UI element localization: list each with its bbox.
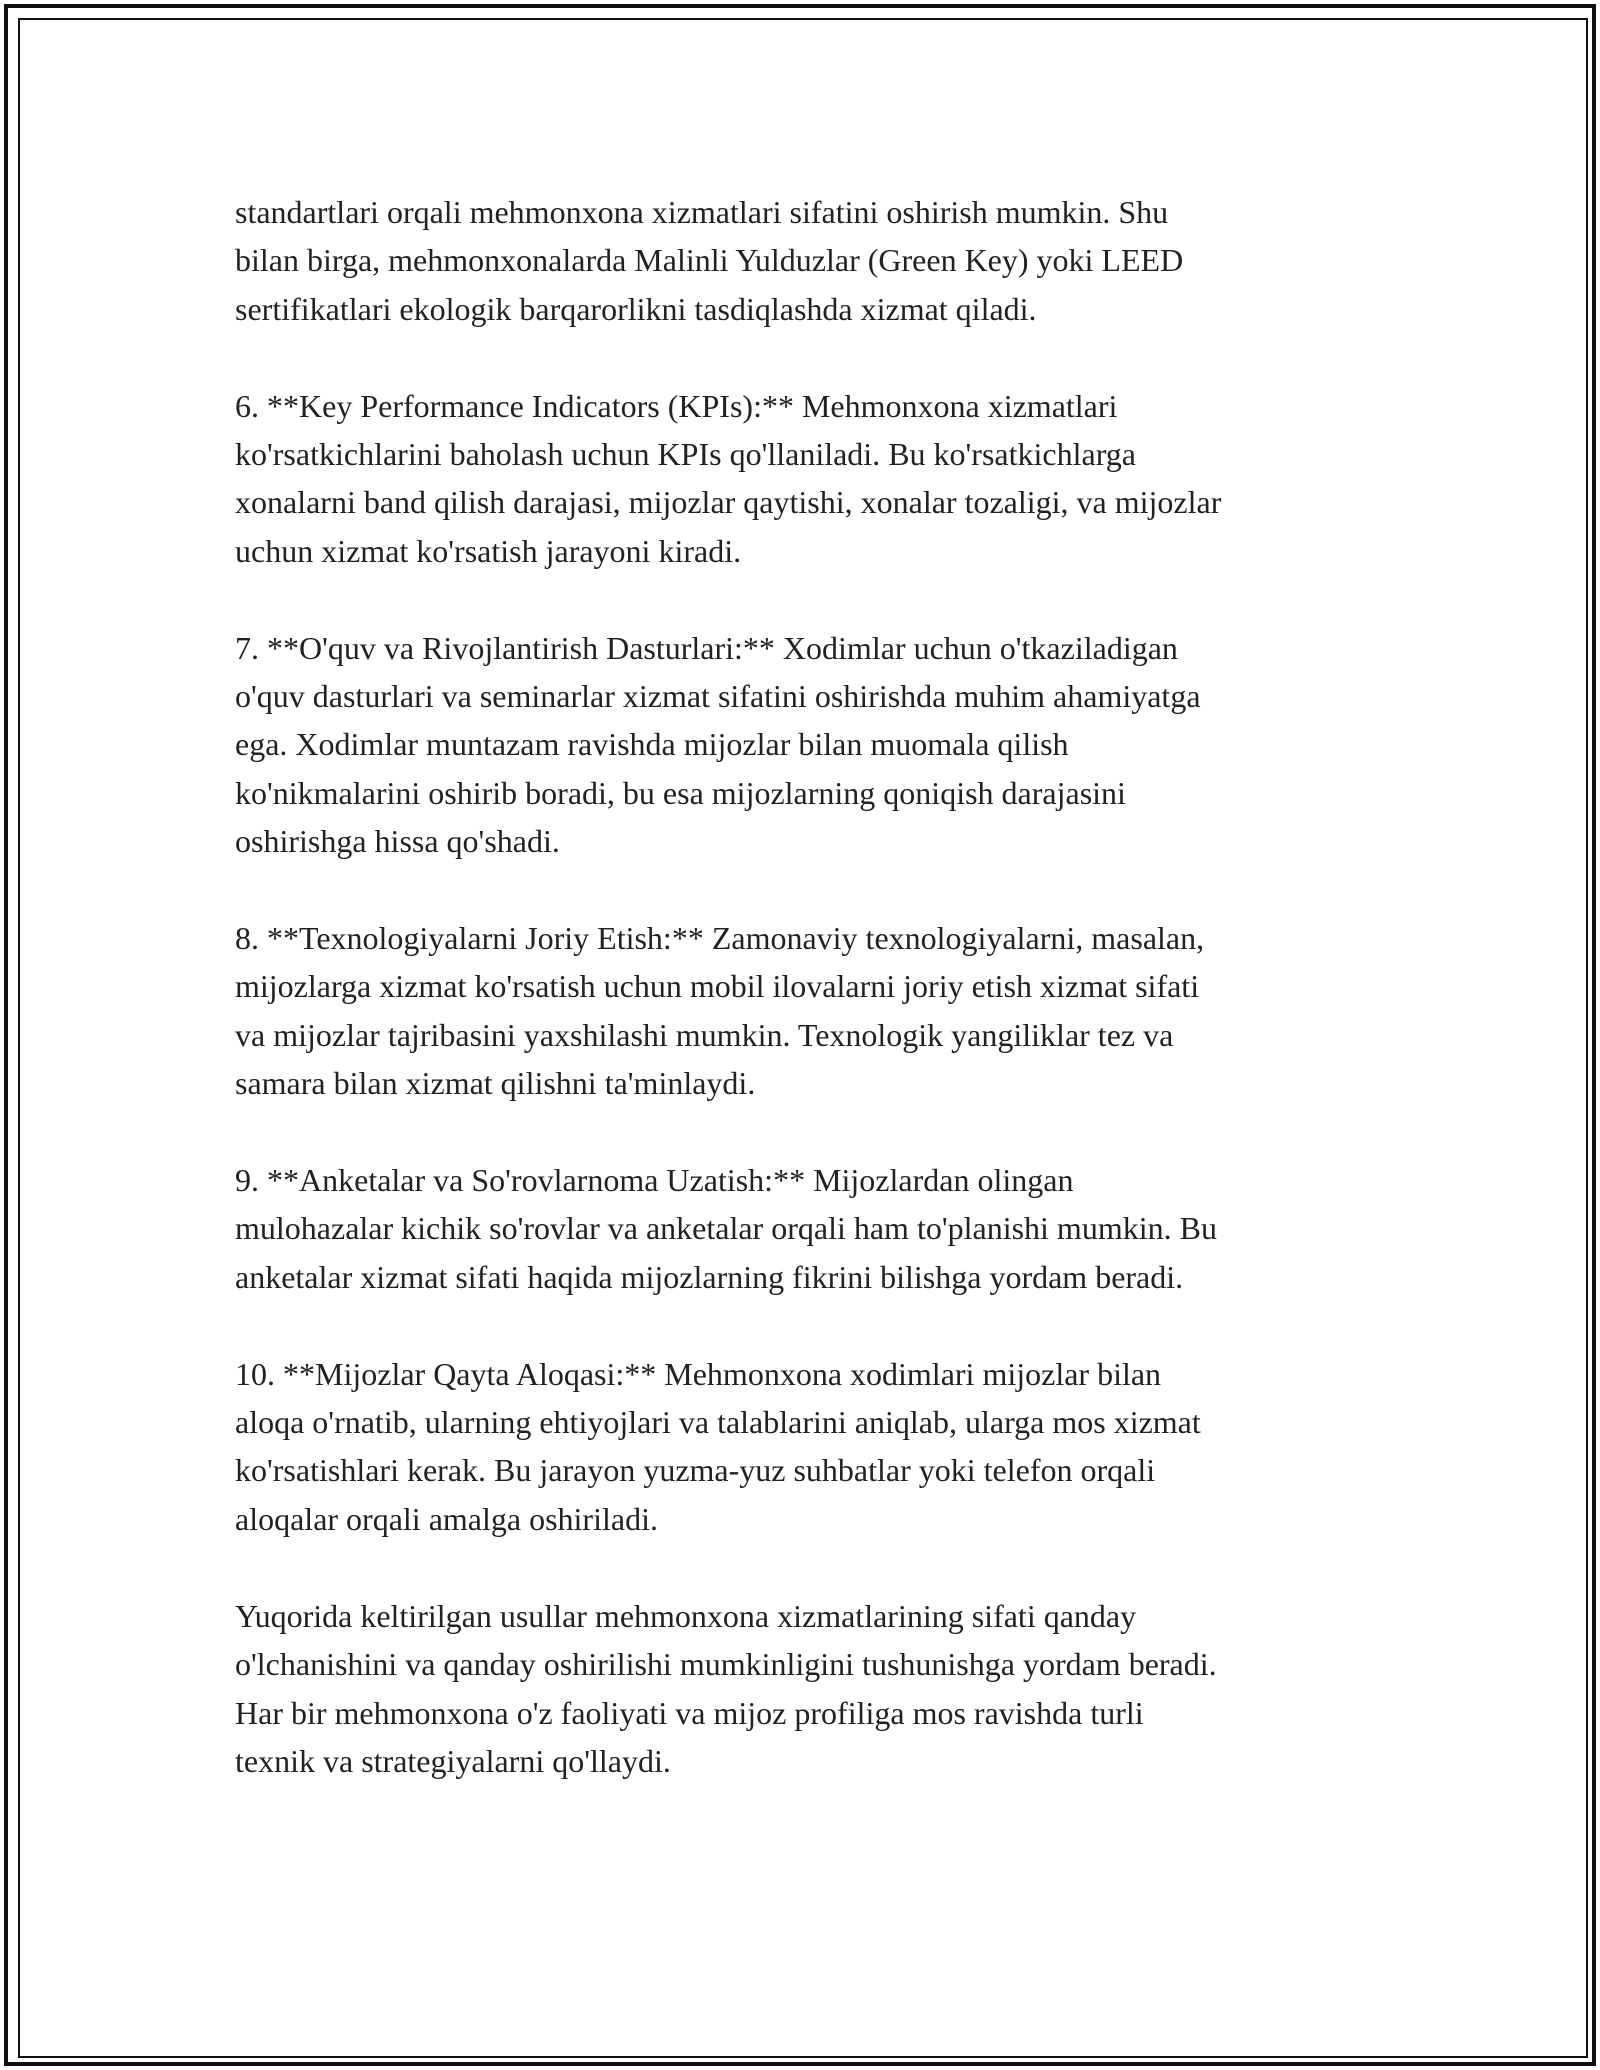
text-line: 7. **O'quv va Rivojlantirish Dasturlari:** Xodimlar uchun o'tkaziladigan bbox=[235, 629, 1178, 666]
paragraph-item-10-feedback bbox=[235, 1350, 1395, 1544]
text-line: anketalar xizmat sifati haqida mijozlarning fikrini bilishga yordam beradi. bbox=[235, 1258, 1184, 1295]
text-line: 6. **Key Performance Indicators (KPIs):** Mehmonxona xizmatlari bbox=[235, 387, 1118, 424]
text-line: oshirishga hissa qo'shadi. bbox=[235, 823, 560, 860]
paragraph-item-8-technology bbox=[235, 914, 1395, 1108]
text-line: standartlari orqali mehmonxona xizmatlari sifatini oshirish mumkin. Shu bbox=[235, 194, 1169, 230]
paragraph-item-6-kpis bbox=[235, 382, 1395, 576]
text-line: 9. **Anketalar va So'rovlarnoma Uzatish:** Mijozlardan olingan bbox=[235, 1162, 1074, 1199]
document-body bbox=[235, 188, 1395, 1834]
text-line: va mijozlar tajribasini yaxshilashi mumkin. Texnologik yangiliklar tez va bbox=[235, 1016, 1174, 1053]
text-line: ko'rsatkichlarini baholash uchun KPIs qo'llaniladi. Bu ko'rsatkichlarga bbox=[235, 436, 1136, 473]
text-line: aloqalar orqali amalga oshiriladi. bbox=[235, 1500, 658, 1537]
text-line: o'quv dasturlari va seminarlar xizmat sifatini oshirishda muhim ahamiyatga bbox=[235, 678, 1201, 715]
text-line: mulohazalar kichik so'rovlar va anketalar orqali ham to'planishi mumkin. Bu bbox=[235, 1210, 1217, 1247]
text-line: texnik va strategiyalarni qo'llaydi. bbox=[235, 1742, 671, 1779]
text-line: samara bilan xizmat qilishni ta'minlaydi. bbox=[235, 1065, 756, 1102]
text-line: 8. **Texnologiyalarni Joriy Etish:** Zamonaviy texnologiyalarni, masalan, bbox=[235, 920, 1205, 957]
text-line: bilan birga, mehmonxonalarda Malinli Yulduzlar (Green Key) yoki LEED bbox=[235, 242, 1184, 279]
text-line: ko'nikmalarini oshirib boradi, bu esa mijozlarning qoniqish darajasini bbox=[235, 774, 1126, 811]
paragraph-conclusion bbox=[235, 1592, 1395, 1786]
paragraph-item-7-training bbox=[235, 624, 1395, 866]
text-line: uchun xizmat ko'rsatish jarayoni kiradi. bbox=[235, 532, 742, 569]
text-line: Har bir mehmonxona o'z faoliyati va mijoz profiliga mos ravishda turli bbox=[235, 1694, 1144, 1731]
text-line: Yuqorida keltirilgan usullar mehmonxona xizmatlarining sifati qanday bbox=[235, 1597, 1137, 1634]
text-line: o'lchanishini va qanday oshirilishi mumkinligini tushunishga yordam beradi. bbox=[235, 1646, 1217, 1683]
text-line: ega. Xodimlar muntazam ravishda mijozlar bilan muomala qilish bbox=[235, 726, 1069, 763]
text-line: aloqa o'rnatib, ularning ehtiyojlari va talablarini aniqlab, ularga mos xizmat bbox=[235, 1404, 1201, 1441]
text-line: xonalarni band qilish darajasi, mijozlar qaytishi, xonalar tozaligi, va mijozlar bbox=[235, 484, 1222, 521]
text-line: 10. **Mijozlar Qayta Aloqasi:** Mehmonxona xodimlari mijozlar bilan bbox=[235, 1355, 1162, 1392]
paragraph-item-9-surveys bbox=[235, 1156, 1395, 1301]
text-line: sertifikatlari ekologik barqarorlikni tasdiqlashda xizmat qiladi. bbox=[235, 290, 1037, 327]
text-line: mijozlarga xizmat ko'rsatish uchun mobil ilovalarni joriy etish xizmat sifati bbox=[235, 968, 1200, 1005]
text-line: ko'rsatishlari kerak. Bu jarayon yuzma-yuz suhbatlar yoki telefon orqali bbox=[235, 1452, 1156, 1489]
paragraph-standards-continuation bbox=[235, 188, 1395, 333]
